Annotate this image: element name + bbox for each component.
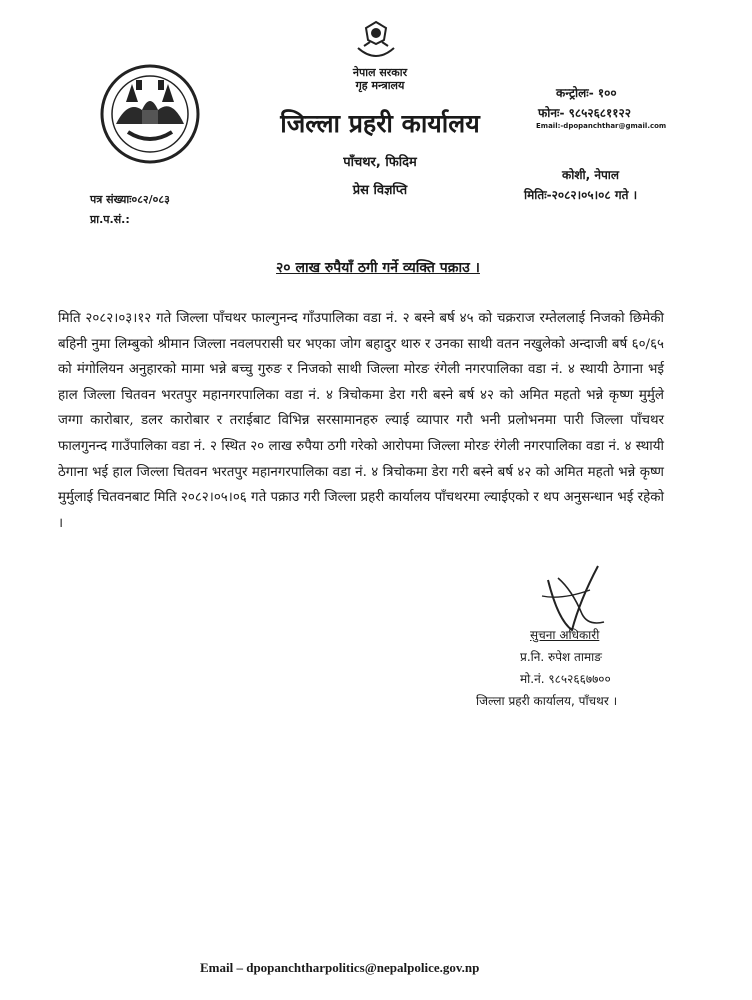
- document-date: मितिः-२०८२।०५।०८ गते ।: [524, 188, 638, 202]
- office-location: पाँचथर, फिदिम: [343, 155, 417, 170]
- signatory-name: प्र.नि. रुपेश तामाङ: [520, 650, 602, 664]
- document-type: प्रेस विज्ञप्ति: [352, 183, 408, 198]
- government-heading: [300, 66, 460, 92]
- signatory-title: सुचना अधिकारी: [530, 628, 600, 642]
- control-number: कन्ट्रोलः- १००: [556, 86, 617, 100]
- office-title: जिल्ला प्रहरी कार्यालय: [280, 109, 480, 138]
- dispatch-number: प्रा.प.सं.:: [90, 213, 130, 226]
- phone-number: फोनः- ९८५२६८११२२: [538, 106, 632, 120]
- nepal-emblem-icon: [98, 62, 202, 166]
- body-paragraph: मिति २०८२।०३।१२ गते जिल्ला पाँचथर फाल्गुनन्द गाँउपालिका वडा नं. २ बस्ने बर्ष ४५ को चक्रराज रम्तेललाई निजको छिमेकी बहिनी नुमा लिम्बुको श्रीमान जिल्ला नवलपरासी घर भएका जोग बहादुर थारु र उनका साथी वतन नखुलेको अन्दाजी बर्ष ६०/६५ को मंगोलियन अनुहारको मामा भन्ने बच्चु गुरुङ र निजको साथी जिल्ला मोरङ रंगेली नगरपालिका वडा नं. ४ स्थायी ठेगाना भई हाल जिल्ला चितवन भरतपुर महानगरपालिका वडा नं. ४ त्रिचोकमा डेरा गरी बस्ने बर्ष ४२ को अमित महतो भन्ने कृष्ण मुर्मुले जग्गा कारोबार, डलर कारोबार र तराईबाट विभिन्न सरसामानहरु ल्याई व्यापार गरौ भनी प्रलोभनमा पारी जिल्ला पाँचथर फालगुनन्द गाउँपालिका वडा नं. २ स्थित २० लाख रुपैया ठगी गरेको आरोपमा जिल्ला मोरङ रंगेली नगरपालिका वडा नं. ४ स्थायी ठेगाना भई हाल जिल्ला चितवन भरतपुर महानगरपालिका वडा नं. ४ त्रिचोकमा डेरा गरी बस्ने बर्ष ४२ को अमित महतो भन्ने कृष्ण मुर्मुलाई चितवनबाट मिति २०८२।०५।०६ गते पक्राउ गरी जिल्ला प्रहरी कार्यालय पाँचथरमा ल्याईएको र थप अनुसन्धान भई रहेको ।: [58, 311, 664, 531]
- gov-seal-text: नेपाल सरकार: [352, 66, 408, 79]
- footer-email: Email – dpopanchtharpolitics@nepalpolice.gov.np: [200, 960, 480, 975]
- police-seal-icon: [350, 20, 402, 66]
- signatory-office: जिल्ला प्रहरी कार्यालय, पाँचथर ।: [476, 694, 618, 708]
- header-email: Email:-dpopanchthar@gmail.com: [536, 122, 667, 130]
- province: कोशी, नेपाल: [562, 168, 620, 182]
- ministry-name: गृह मन्त्रालय: [355, 79, 405, 92]
- subject-line: २० लाख रुपैयाँ ठगी गर्ने व्यक्ति पक्राउ ।: [276, 260, 480, 276]
- letter-number: पत्र संख्याः०८२/०८३: [90, 193, 170, 206]
- signatory-mobile: मो.नं. ९८५२६६७७००: [520, 672, 611, 686]
